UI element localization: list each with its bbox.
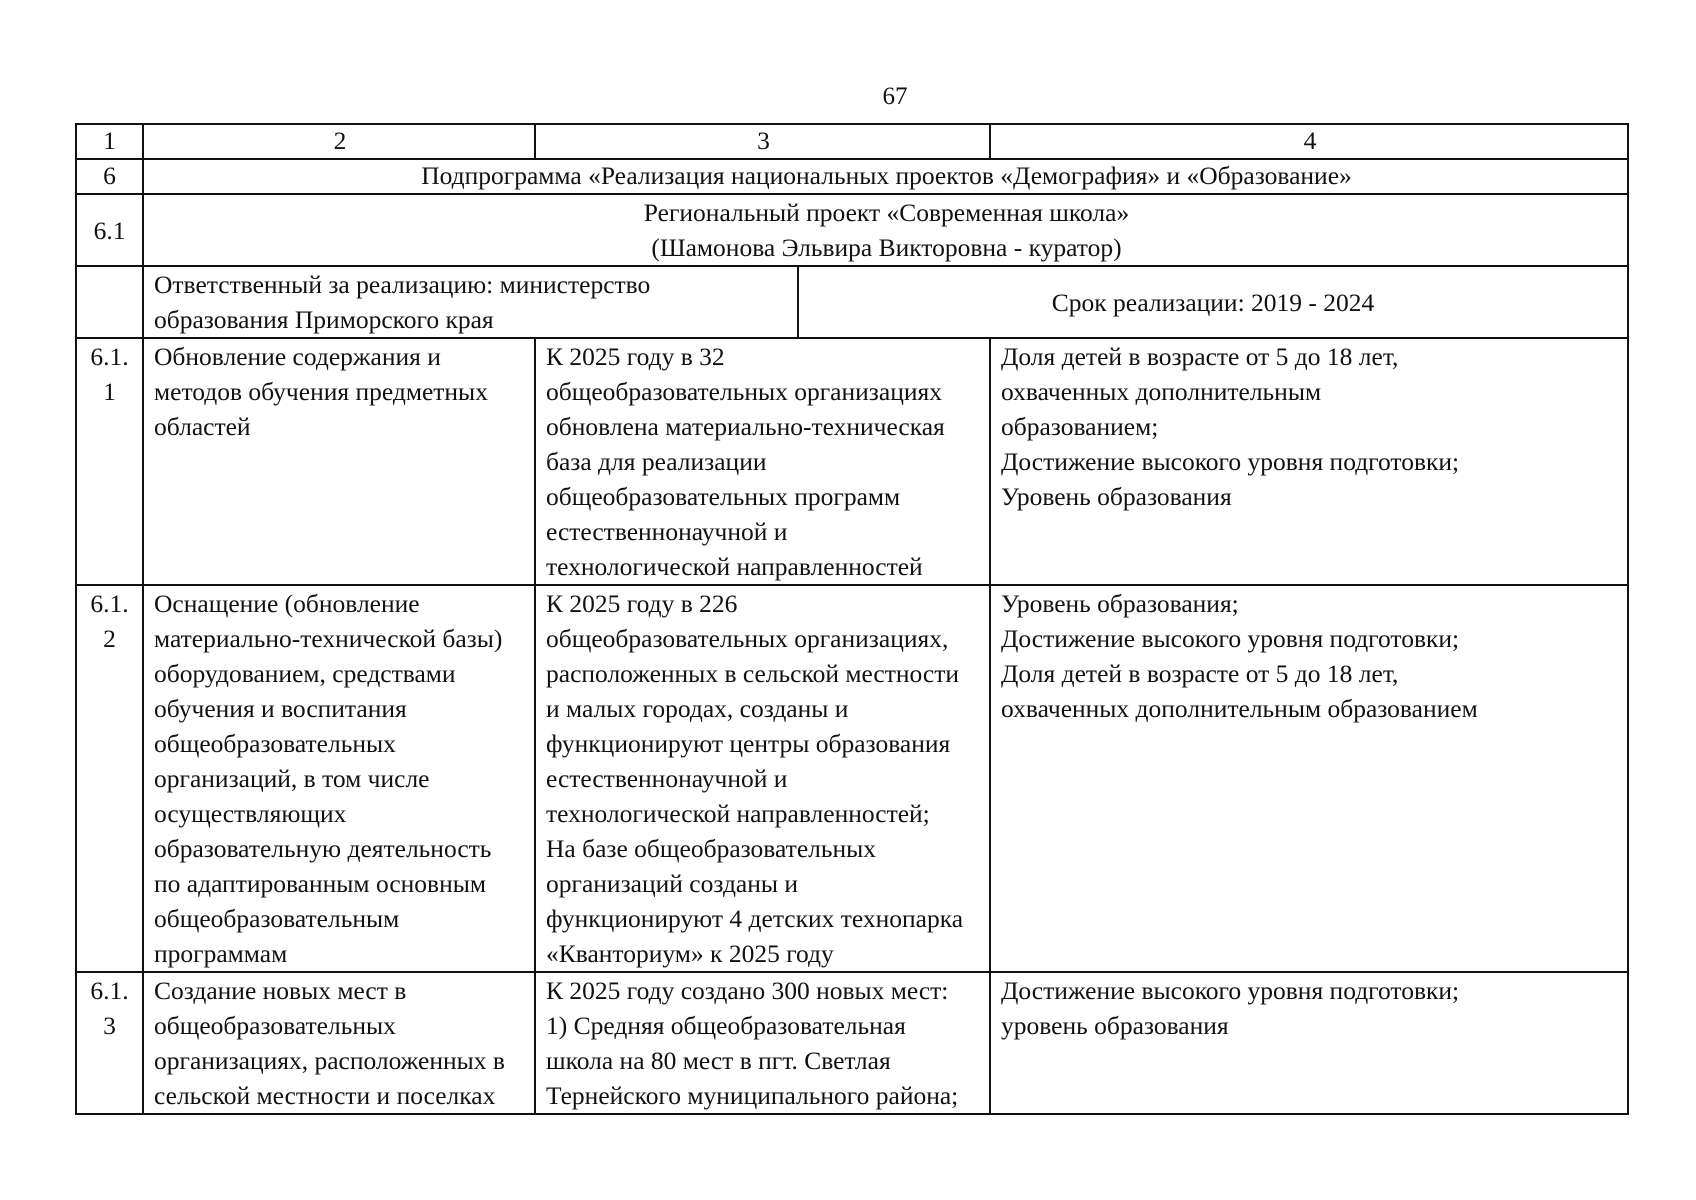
page-number: 67 [882, 83, 908, 110]
column-number-4: 4 [990, 124, 1628, 159]
table-row [76, 585, 1628, 972]
responsible-number [76, 266, 143, 338]
row-number: 6.1. 3 [76, 972, 143, 1114]
related-indicators: Достижение высокого уровня подготовки; уровень образования [990, 972, 1628, 1114]
project-curator: (Шамонова Эльвира Викторовна - куратор) [651, 233, 1122, 262]
column-number-2: 2 [143, 124, 535, 159]
responsible-cell [143, 266, 1628, 338]
subprogram-title: Подпрограмма «Реализация национальных проектов «Демография» и «Образование» [143, 159, 1628, 194]
project-title-line1: Региональный проект «Современная школа» [643, 198, 1130, 227]
column-number-1: 1 [76, 124, 143, 159]
expected-result: К 2025 году в 226 общеобразовательных организациях, расположенных в сельской местности и малых городах, созданы и функционируют центры образования естественнонаучной и технологической направленностей; На базе общеобразовательных организаций созданы и функционируют 4 детских технопарка «Кванториум» к 2025 году [535, 585, 990, 972]
expected-result: К 2025 году в 32 общеобразовательных организациях обновлена материально-техническая база для реализации общеобразовательных программ естественнонаучной и технологической направленностей [535, 338, 990, 585]
related-indicators: Доля детей в возрасте от 5 до 18 лет, охваченных дополнительным образованием; Достижение высокого уровня подготовки; Уровень образования [990, 338, 1628, 585]
related-indicators: Уровень образования; Достижение высокого уровня подготовки; Доля детей в возрасте от 5 до 18 лет, охваченных дополнительным образованием [990, 585, 1628, 972]
program-table [75, 123, 1629, 1115]
responsible-text: Ответственный за реализацию: министерство образования Приморского края [144, 267, 799, 337]
table-row [76, 972, 1628, 1114]
subprogram-number: 6 [76, 159, 143, 194]
measure-name: Создание новых мест в общеобразовательных организациях, расположенных в сельской местности и поселках [143, 972, 535, 1114]
expected-result: К 2025 году создано 300 новых мест: 1) Средняя общеобразовательная школа на 80 мест в пгт. Светлая Тернейского муниципального района; [535, 972, 990, 1114]
project-title [143, 194, 1628, 266]
project-row [76, 194, 1628, 266]
measure-name: Обновление содержания и методов обучения предметных областей [143, 338, 535, 585]
subprogram-row [76, 159, 1628, 194]
project-number: 6.1 [76, 194, 143, 266]
column-number-row [76, 124, 1628, 159]
responsible-row [76, 266, 1628, 338]
measure-name: Оснащение (обновление материально-технической базы) оборудованием, средствами обучения и воспитания общеобразовательных организаций, в том числе осуществляющих образовательную деятельность по адаптированным основным общеобразовательным программам [143, 585, 535, 972]
table-row [76, 338, 1628, 585]
row-number: 6.1. 2 [76, 585, 143, 972]
row-number: 6.1. 1 [76, 338, 143, 585]
column-number-3: 3 [535, 124, 990, 159]
implementation-term: Срок реализации: 2019 - 2024 [1051, 287, 1375, 317]
